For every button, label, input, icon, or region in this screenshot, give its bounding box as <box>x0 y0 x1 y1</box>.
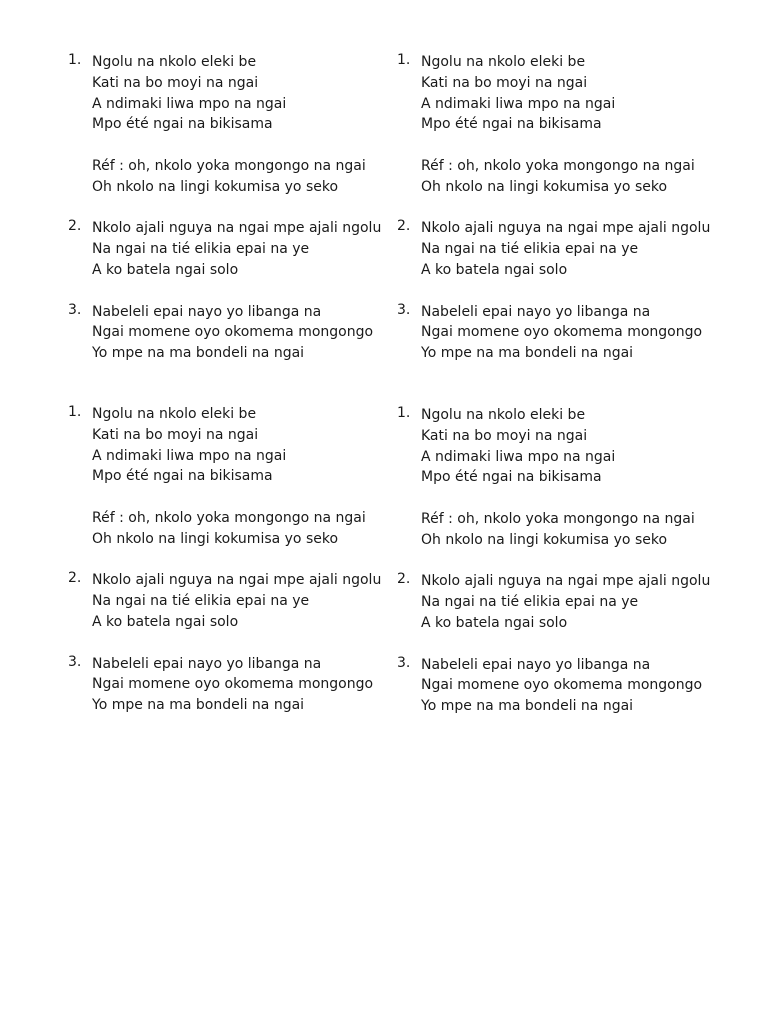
lyric-line: Nkolo ajali nguya na ngai mpe ajali ngolu <box>92 220 382 237</box>
lyric-line: Oh nkolo na lingi kokumisa yo seko <box>92 530 339 547</box>
lyric-line: Réf : oh, nkolo yoka mongongo na ngai <box>92 509 366 526</box>
lyric-line: Mpo été ngai na bikisama <box>92 468 273 485</box>
verse-number: 3. <box>68 301 82 318</box>
stanza-spacer <box>68 487 408 508</box>
lyric-line: Na ngai na tié elikia epai na ye <box>421 594 639 611</box>
lyric-line: A ko batela ngai solo <box>92 613 239 630</box>
lyric-line: Kati na bo moyi na ngai <box>92 74 259 91</box>
stanza-spacer <box>397 488 737 509</box>
refrain <box>68 508 408 550</box>
lyric-line: Na ngai na tié elikia epai na ye <box>421 241 639 258</box>
verse-2 <box>68 570 408 632</box>
lyrics-block-bottom-left <box>68 404 408 716</box>
lyric-line: Ngolu na nkolo eleki be <box>92 406 257 422</box>
refrain <box>397 509 737 551</box>
lyric-line: A ko batela ngai solo <box>92 261 239 278</box>
lyric-line: Ngolu na nkolo eleki be <box>421 407 586 423</box>
verse-2 <box>397 571 737 633</box>
lyric-line: Yo mpe na ma bondeli na ngai <box>421 698 634 715</box>
lyric-line: Nkolo ajali nguya na ngai mpe ajali ngolu <box>421 220 711 237</box>
verse-number: 1. <box>68 404 82 420</box>
lyrics-block-bottom-right <box>397 405 737 717</box>
verse-number: 1. <box>397 52 411 68</box>
lyric-line: Ngai momene oyo okomema mongongo <box>92 324 374 341</box>
lyric-line: Yo mpe na ma bondeli na ngai <box>92 345 305 362</box>
lyric-line: Kati na bo moyi na ngai <box>92 426 259 443</box>
verse-number: 2. <box>68 218 82 235</box>
verse-1 <box>397 405 737 488</box>
stanza-spacer <box>397 135 737 156</box>
lyric-line: Mpo été ngai na bikisama <box>421 116 602 133</box>
verse-3 <box>68 654 408 716</box>
stanza-spacer <box>397 281 737 302</box>
lyric-line: Ngolu na nkolo eleki be <box>92 54 257 70</box>
lyric-line: Mpo été ngai na bikisama <box>421 469 602 486</box>
verse-number: 3. <box>68 653 82 670</box>
lyric-line: Ngai momene oyo okomema mongongo <box>421 677 703 694</box>
lyric-line: Réf : oh, nkolo yoka mongongo na ngai <box>421 510 695 527</box>
stanza-spacer <box>397 198 737 219</box>
lyric-line: Kati na bo moyi na ngai <box>421 427 588 444</box>
lyric-line: A ndimaki liwa mpo na ngai <box>421 448 616 465</box>
lyrics-block-top-right <box>397 52 737 364</box>
lyric-line: Yo mpe na ma bondeli na ngai <box>92 697 305 714</box>
verse-2 <box>68 218 408 280</box>
lyric-line: Nkolo ajali nguya na ngai mpe ajali ngolu <box>421 573 711 590</box>
verse-2 <box>397 218 737 280</box>
lyric-line: Yo mpe na ma bondeli na ngai <box>421 345 634 362</box>
verse-number: 1. <box>68 52 82 68</box>
verse-1 <box>397 52 737 135</box>
verse-1 <box>68 52 408 135</box>
lyric-line: Mpo été ngai na bikisama <box>92 116 273 133</box>
lyric-line: Nabeleli epai nayo yo libanga na <box>92 655 322 672</box>
stanza-spacer <box>68 633 408 654</box>
lyric-line: Nkolo ajali nguya na ngai mpe ajali ngolu <box>92 572 382 589</box>
stanza-spacer <box>397 634 737 655</box>
lyric-line: Ngai momene oyo okomema mongongo <box>421 324 703 341</box>
lyric-line: A ndimaki liwa mpo na ngai <box>421 95 616 112</box>
lyric-line: Na ngai na tié elikia epai na ye <box>92 241 310 258</box>
lyric-line: A ko batela ngai solo <box>421 261 568 278</box>
lyric-line: Nabeleli epai nayo yo libanga na <box>92 303 322 320</box>
stanza-spacer <box>397 551 737 572</box>
lyric-line: Ngolu na nkolo eleki be <box>421 54 586 70</box>
verse-number: 2. <box>68 570 82 587</box>
lyric-line: Ngai momene oyo okomema mongongo <box>92 676 374 693</box>
lyric-line: Oh nkolo na lingi kokumisa yo seko <box>421 531 668 548</box>
lyric-line: Nabeleli epai nayo yo libanga na <box>421 656 651 673</box>
lyric-line: Oh nkolo na lingi kokumisa yo seko <box>92 178 339 195</box>
verse-number: 2. <box>397 571 411 588</box>
verse-number: 1. <box>397 405 411 421</box>
stanza-spacer <box>68 135 408 156</box>
refrain <box>397 156 737 198</box>
refrain <box>68 156 408 198</box>
lyric-line: Réf : oh, nkolo yoka mongongo na ngai <box>421 157 695 174</box>
verse-3 <box>397 655 737 717</box>
lyric-line: Na ngai na tié elikia epai na ye <box>92 593 310 610</box>
lyric-line: Oh nkolo na lingi kokumisa yo seko <box>421 178 668 195</box>
lyric-line: A ndimaki liwa mpo na ngai <box>92 447 287 464</box>
stanza-spacer <box>68 550 408 571</box>
verse-number: 3. <box>397 654 411 671</box>
lyrics-block-top-left <box>68 52 408 364</box>
lyric-line: Nabeleli epai nayo yo libanga na <box>421 303 651 320</box>
verse-1 <box>68 404 408 487</box>
verse-number: 2. <box>397 218 411 235</box>
verse-number: 3. <box>397 301 411 318</box>
stanza-spacer <box>68 281 408 302</box>
lyric-line: Kati na bo moyi na ngai <box>421 74 588 91</box>
lyric-line: A ko batela ngai solo <box>421 614 568 631</box>
lyric-line: A ndimaki liwa mpo na ngai <box>92 95 287 112</box>
lyric-line: Réf : oh, nkolo yoka mongongo na ngai <box>92 157 366 174</box>
verse-3 <box>68 302 408 364</box>
stanza-spacer <box>68 198 408 219</box>
verse-3 <box>397 302 737 364</box>
